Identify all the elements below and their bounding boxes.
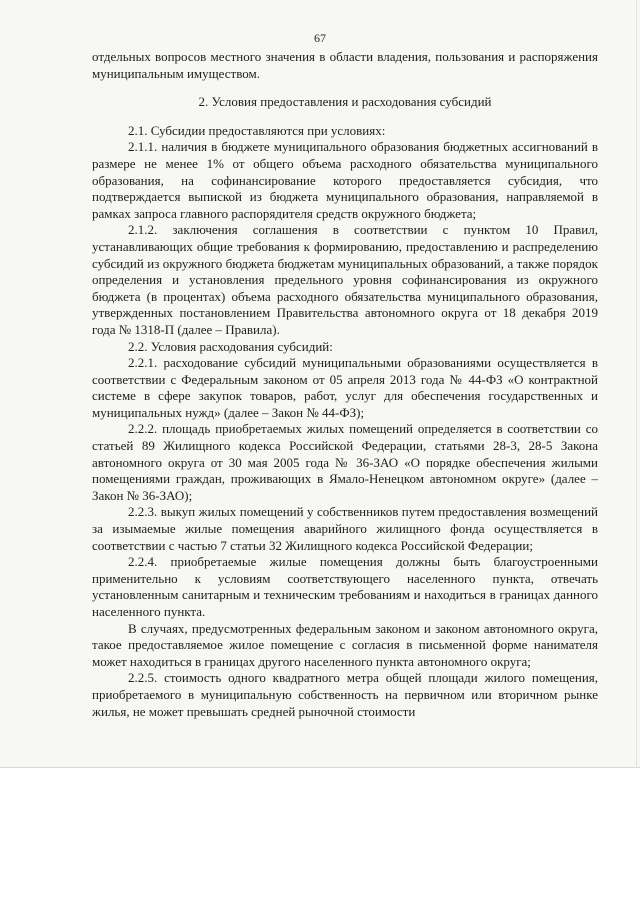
clause-2-2: 2.2. Условия расходования субсидий: bbox=[128, 338, 333, 354]
document-body bbox=[92, 49, 598, 720]
scan-edge-line bbox=[636, 0, 637, 768]
clause-2-1-1: 2.1.1. наличия в бюджете муниципального образования бюджетных ассигнований в размере не менее 1% от общего объема расходного обязательства муниципального образования, на софинансирование которого предоставляется субсидия, что подтверждается выпиской из бюджета муниципального образования, направляемой в рамках запроса главного распорядителя средств окружного бюджета; bbox=[92, 139, 598, 221]
clause-2-2-2: 2.2.2. площадь приобретаемых жилых помещений определяется в соответствии со статьей 89 Жилищного кодекса Российской Федерации, статьями 28-3, 28-5 Закона автономного округа от 30 мая 2005 года № 36-ЗАО «О порядке обеспечения жилыми помещениями граждан, проживающих в Ямало-Ненецком автономном округе» (далее – Закон № 36-ЗАО); bbox=[92, 421, 598, 503]
clause-2-2-1: 2.2.1. расходование субсидий муниципальными образованиями осуществляется в соответствии с Федеральным законом от 05 апреля 2013 года № 44-ФЗ «О контрактной системе в сфере закупок товаров, работ, услуг для обеспечения государственных и муниципальных нужд» (далее – Закон № 44-ФЗ); bbox=[92, 355, 598, 420]
clause-2-2-3: 2.2.3. выкуп жилых помещений у собственников путем предоставления возмещений за изымаемые жилые помещения аварийного жилищного фонда осуществляется в соответствии с частью 7 статьи 32 Жилищного кодекса Российской Федерации; bbox=[92, 504, 598, 553]
clause-2-1-2: 2.1.2. заключения соглашения в соответствии с пунктом 10 Правил, устанавливающих общие требования к формированию, предоставлению и распределению субсидий из окружного бюджета бюджетам муниципальных образований, а также порядок определения и установления предельного уровня софинансирования из окружного бюджета (в процентах) объема расходного обязательства муниципального образования, утвержденных постановлением Правительства автономного округа от 18 декабря 2019 года № 1318-П (далее – Правила). bbox=[92, 222, 598, 337]
clause-2-2-4-exception: В случаях, предусмотренных федеральным законом и законом автономного округа, такое предоставляемое жилое помещение с согласия в письменной форме нанимателя может находиться в границах другого населенного пункта автономного округа; bbox=[92, 620, 598, 669]
clause-2-2-4: 2.2.4. приобретаемые жилые помещения должны быть благоустроенными применительно к условиям соответствующего населенного пункта, отвечать установленным санитарным и техническим требованиям и находиться в границах данного населенного пункта. bbox=[92, 554, 598, 619]
clause-2-2-5: 2.2.5. стоимость одного квадратного метра общей площади жилого помещения, приобретаемого в муниципальную собственность на первичном или вторичном рынке жилья, не может превышать средней рыночной стоимости bbox=[92, 670, 598, 719]
section-heading: 2. Условия предоставления и расходования субсидий bbox=[198, 94, 492, 110]
paragraph-continuation: отдельных вопросов местного значения в области владения, пользования и распоряжения муниципальным имуществом. bbox=[92, 49, 598, 81]
page-number: 67 bbox=[314, 31, 326, 45]
clause-2-1: 2.1. Субсидии предоставляются при условиях: bbox=[128, 122, 386, 138]
